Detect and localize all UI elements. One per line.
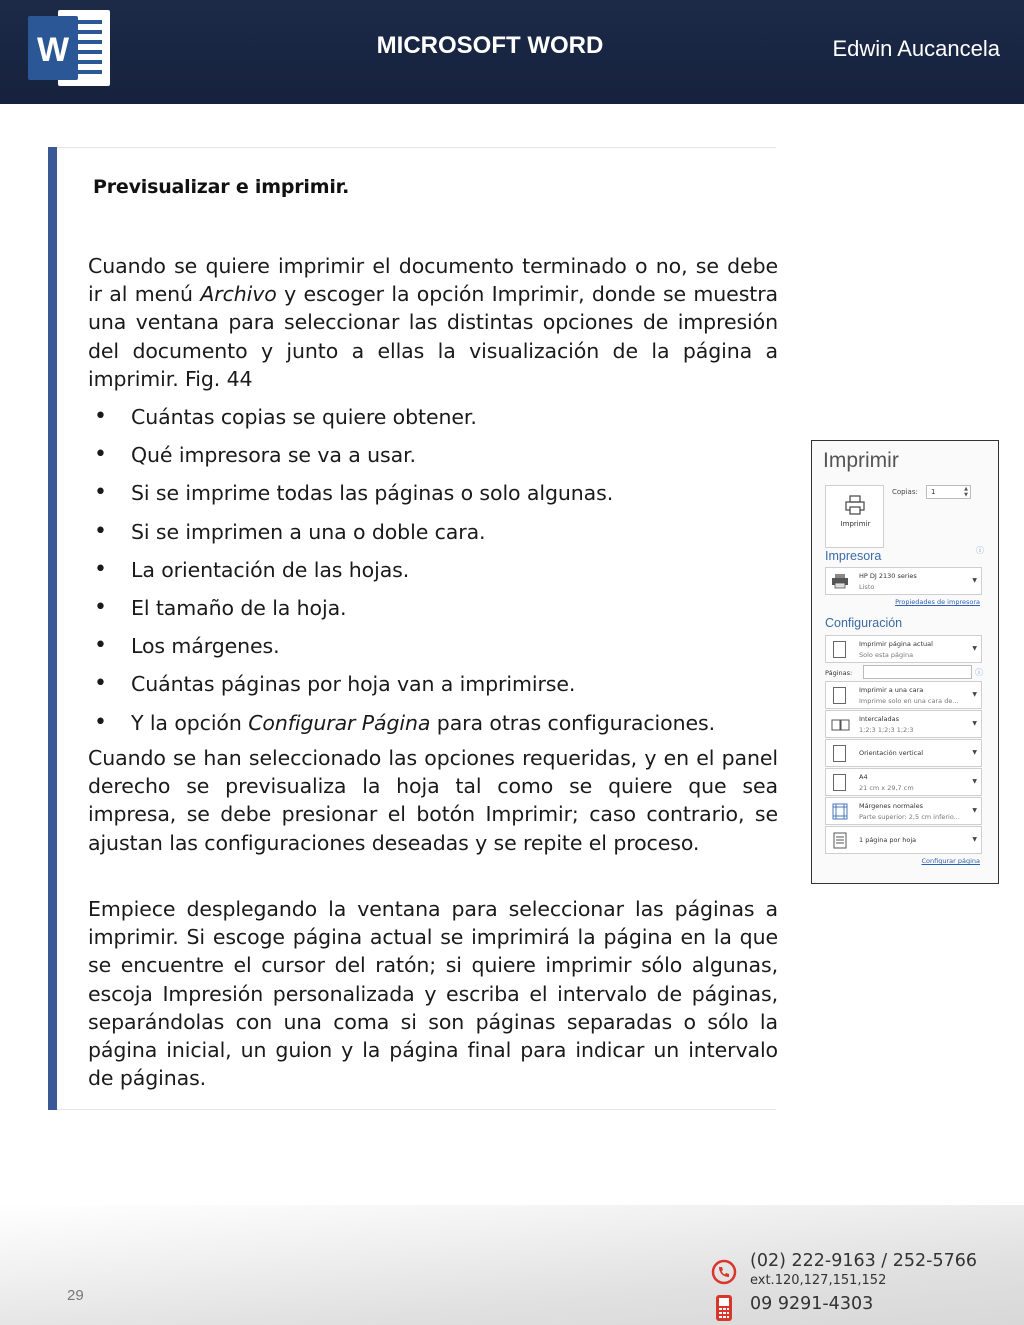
intro-text-end: y escoger la opción Imprimir, donde se muestra una ventana para seleccionar las distintas opciones de impresión del documento y junto a ellas la visualización de la página a imprimir. Fig. 44 xyxy=(88,282,778,391)
list-item-text: Si se imprimen a una o doble cara. xyxy=(131,519,486,544)
options-list xyxy=(88,398,788,742)
bullet-icon: • xyxy=(94,442,107,468)
config-section-title: Configuración xyxy=(825,616,903,630)
list-item-text: Los márgenes. xyxy=(131,634,280,659)
margins-dropdown[interactable] xyxy=(825,797,982,825)
pages-per-sheet-dropdown[interactable] xyxy=(825,826,982,854)
list-item xyxy=(88,398,788,436)
page-setup-link[interactable]: Configurar página xyxy=(921,857,980,865)
printer-device-icon xyxy=(831,573,849,590)
paper-size-label: A4 xyxy=(859,773,868,781)
dropdown-arrow-icon: ▼ xyxy=(972,807,977,814)
bullet-icon: • xyxy=(94,480,107,506)
list-item xyxy=(88,551,788,589)
bullet-icon: • xyxy=(94,709,107,735)
contact-mobile: 09 9291-4303 xyxy=(750,1294,874,1314)
page-icon xyxy=(833,641,846,658)
pages-per-sheet-icon xyxy=(831,832,849,849)
orientation-dropdown[interactable] xyxy=(825,739,982,767)
list-item xyxy=(88,436,788,474)
pages-info-icon[interactable]: ⓘ xyxy=(975,668,983,677)
list-item xyxy=(88,627,788,665)
printer-name: HP DJ 2130 series xyxy=(859,572,917,580)
copies-value: 1 xyxy=(931,488,936,496)
paper-size-sub: 21 cm x 29,7 cm xyxy=(859,784,914,792)
margins-label: Márgenes normales xyxy=(859,802,924,810)
list-item-text: Cuántas copias se quiere obtener. xyxy=(131,405,477,429)
pages-paragraph: Empiece desplegando la ventana para seleccionar las páginas a imprimir. Si escoge página actual se imprimirá la página en la que se encuentre el cursor del ratón; si quiere imprimir sólo algunas, escoja Impresión personalizada y escriba el intervalo de páginas, separándolas con una coma si son páginas separadas o sólo la página inicial, un guion y la página final para indicar un intervalo de páginas. xyxy=(88,897,778,1091)
dropdown-arrow-icon: ▼ xyxy=(972,691,977,698)
margins-icon xyxy=(831,803,849,820)
dropdown-arrow-icon: ▼ xyxy=(972,749,977,756)
printer-properties-link[interactable]: Propiedades de impresora xyxy=(895,598,980,606)
collate-sub: 1;2;3 1;2;3 1;2;3 xyxy=(859,726,914,734)
list-item-text: La orientación de las hojas. xyxy=(131,557,410,582)
dropdown-arrow-icon: ▼ xyxy=(972,778,977,785)
collate-icon xyxy=(831,716,849,733)
print-range-sub: Solo esta página xyxy=(859,651,914,659)
preview-paragraph: Cuando se han seleccionado las opciones requeridas, y en el panel derecho se previsualiza la hoja tal como se quiere que sea impresa, se debe presionar el botón Imprimir; caso contrario, se ajustan las configuraciones deseadas y se repite el proceso. xyxy=(88,746,778,855)
list-item xyxy=(88,589,788,627)
paper-size-dropdown[interactable] xyxy=(825,768,982,796)
copies-stepper[interactable] xyxy=(926,485,971,499)
mobile-phone-icon xyxy=(714,1294,734,1322)
sides-dropdown[interactable] xyxy=(825,681,982,709)
info-icon[interactable]: ⓘ xyxy=(976,546,984,555)
list-item xyxy=(88,513,788,551)
list-item-text: Qué impresora se va a usar. xyxy=(131,443,416,468)
dropdown-arrow-icon: ▼ xyxy=(972,645,977,652)
document-title: MICROSOFT WORD xyxy=(376,32,604,59)
intro-text-start: Cuando se quiere imprimir el documento terminado o no, se debe ir al menú xyxy=(88,254,778,307)
paper-size-icon xyxy=(833,774,846,791)
bullet-icon: • xyxy=(94,556,107,582)
collate-label: Intercaladas xyxy=(859,715,899,723)
printer-status: Listo xyxy=(859,583,875,591)
print-panel-title: Imprimir xyxy=(823,449,899,472)
one-sided-icon xyxy=(833,687,846,704)
list-item xyxy=(88,474,788,512)
printer-icon xyxy=(844,495,866,515)
list-item-text: Cuántas páginas por hoja van a imprimirse. xyxy=(131,672,576,697)
intro-italic-archivo: Archivo xyxy=(200,282,277,307)
accent-bar xyxy=(48,147,57,1110)
contact-extensions: ext.120,127,151,152 xyxy=(750,1273,887,1288)
bullet-icon: • xyxy=(94,594,107,620)
list-item-text: Y la opción xyxy=(131,710,249,735)
margins-sub: Parte superior: 2,5 cm inferio... xyxy=(859,813,960,821)
orientation-label: Orientación vertical xyxy=(859,749,924,757)
list-item-text-end: para otras configuraciones. xyxy=(430,710,715,735)
print-panel-figure xyxy=(811,440,999,884)
print-button-label: Imprimir xyxy=(840,520,871,528)
section-title: Previsualizar e imprimir. xyxy=(93,176,350,198)
list-item-italic: Configurar Página xyxy=(248,710,431,735)
dropdown-arrow-icon: ▼ xyxy=(972,720,977,727)
collate-dropdown[interactable] xyxy=(825,710,982,738)
phone-icon xyxy=(711,1259,737,1285)
dropdown-arrow-icon: ▼ xyxy=(972,836,977,843)
print-button[interactable] xyxy=(825,485,884,548)
printer-section-title: Impresora xyxy=(825,549,882,563)
word-logo-letter: W xyxy=(36,31,70,69)
pages-per-sheet-label: 1 página por hoja xyxy=(859,836,917,844)
bullet-icon: • xyxy=(94,633,107,659)
intro-paragraph xyxy=(88,252,778,393)
sides-sub: Imprime solo en una cara de... xyxy=(859,697,959,705)
pages-input[interactable] xyxy=(863,665,972,679)
copies-label: Copias: xyxy=(892,488,918,496)
printer-dropdown[interactable] xyxy=(825,567,982,595)
bullet-icon: • xyxy=(94,671,107,697)
word-logo-icon xyxy=(26,6,112,90)
page-number: 29 xyxy=(67,1287,84,1304)
dropdown-arrow-icon: ▼ xyxy=(972,577,977,584)
page-header xyxy=(0,0,1024,104)
author-name: Edwin Aucancela xyxy=(832,36,1000,61)
pages-label: Páginas: xyxy=(825,669,853,677)
print-range-label: Imprimir página actual xyxy=(859,640,933,648)
portrait-icon xyxy=(833,745,846,762)
list-item xyxy=(88,704,788,742)
list-item-text: El tamaño de la hoja. xyxy=(131,595,347,620)
bullet-icon: • xyxy=(94,404,107,429)
sides-label: Imprimir a una cara xyxy=(859,686,924,694)
bullet-icon: • xyxy=(94,518,107,544)
print-range-dropdown[interactable] xyxy=(825,635,982,663)
list-item-text: Si se imprime todas las páginas o solo algunas. xyxy=(131,481,614,506)
contact-phone: (02) 222-9163 / 252-5766 xyxy=(750,1251,978,1271)
spin-arrows-icon[interactable]: ▲ ▼ xyxy=(964,486,968,498)
list-item xyxy=(88,665,788,703)
